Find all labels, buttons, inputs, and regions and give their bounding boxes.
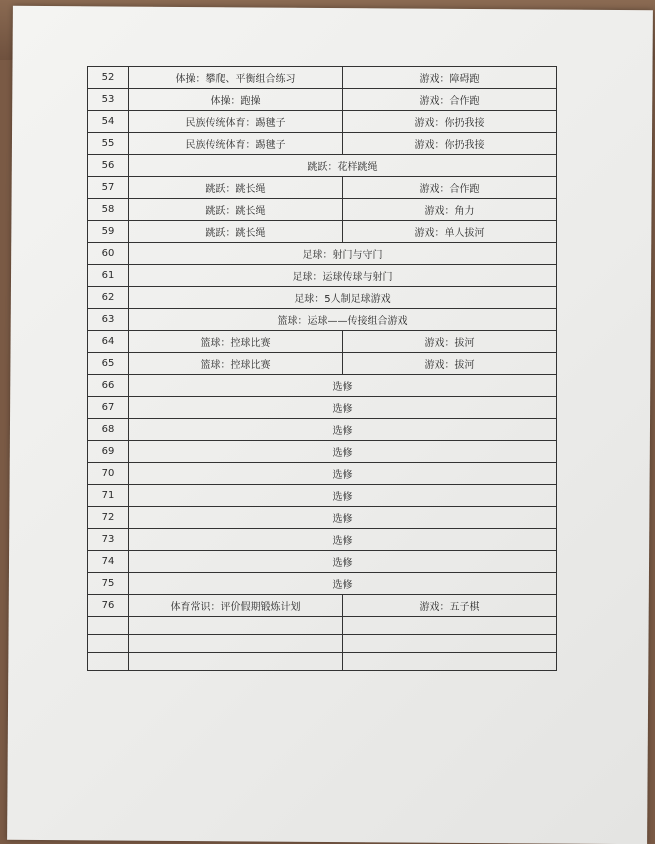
row-number: 66 (88, 375, 129, 397)
lesson-game: 游戏：角力 (343, 199, 557, 221)
lesson-main (129, 635, 343, 653)
lesson-main (129, 653, 343, 671)
table-row (88, 353, 557, 375)
lesson-main: 民族传统体育：踢毽子 (129, 111, 343, 133)
lesson-content: 足球：5人制足球游戏 (129, 287, 557, 309)
table-row (88, 265, 557, 287)
lesson-content: 选修 (129, 375, 557, 397)
row-number: 62 (88, 287, 129, 309)
table-row (88, 133, 557, 155)
lesson-game: 游戏：拔河 (343, 353, 557, 375)
lesson-game: 游戏：你扔我接 (343, 133, 557, 155)
lesson-content: 足球：运球传球与射门 (129, 265, 557, 287)
lesson-content: 选修 (129, 485, 557, 507)
table-row (88, 617, 557, 635)
row-number: 64 (88, 331, 129, 353)
table-row (88, 221, 557, 243)
row-number: 67 (88, 397, 129, 419)
row-number: 54 (88, 111, 129, 133)
lesson-main: 跳跃：跳长绳 (129, 199, 343, 221)
lesson-main: 体操：攀爬、平衡组合练习 (129, 67, 343, 89)
lesson-game (343, 635, 557, 653)
lesson-main: 跳跃：跳长绳 (129, 177, 343, 199)
row-number: 76 (88, 595, 129, 617)
schedule-table-body (88, 67, 557, 671)
row-number: 71 (88, 485, 129, 507)
lesson-game (343, 617, 557, 635)
lesson-game: 游戏：合作跑 (343, 177, 557, 199)
lesson-main: 篮球：控球比赛 (129, 331, 343, 353)
table-row (88, 485, 557, 507)
row-number: 73 (88, 529, 129, 551)
lesson-content: 选修 (129, 397, 557, 419)
table-row (88, 111, 557, 133)
table-row (88, 507, 557, 529)
row-number: 70 (88, 463, 129, 485)
lesson-content: 选修 (129, 419, 557, 441)
row-number: 60 (88, 243, 129, 265)
row-number: 68 (88, 419, 129, 441)
lesson-game: 游戏：拔河 (343, 331, 557, 353)
table-row (88, 287, 557, 309)
row-number: 56 (88, 155, 129, 177)
lesson-game: 游戏：合作跑 (343, 89, 557, 111)
row-number: 72 (88, 507, 129, 529)
table-row (88, 243, 557, 265)
schedule-table (87, 66, 557, 671)
table-row (88, 529, 557, 551)
row-number: 74 (88, 551, 129, 573)
table-row (88, 177, 557, 199)
row-number: 59 (88, 221, 129, 243)
lesson-main: 篮球：控球比赛 (129, 353, 343, 375)
row-number: 61 (88, 265, 129, 287)
lesson-content: 选修 (129, 573, 557, 595)
table-row (88, 375, 557, 397)
table-row (88, 67, 557, 89)
row-number: 69 (88, 441, 129, 463)
lesson-main: 民族传统体育：踢毽子 (129, 133, 343, 155)
table-row (88, 573, 557, 595)
lesson-content: 选修 (129, 529, 557, 551)
lesson-content: 选修 (129, 463, 557, 485)
lesson-game: 游戏：你扔我接 (343, 111, 557, 133)
table-row (88, 441, 557, 463)
lesson-main: 跳跃：跳长绳 (129, 221, 343, 243)
lesson-game (343, 653, 557, 671)
lesson-content: 选修 (129, 441, 557, 463)
table-row (88, 595, 557, 617)
lesson-main (129, 617, 343, 635)
row-number (88, 635, 129, 653)
table-row (88, 199, 557, 221)
row-number: 55 (88, 133, 129, 155)
table-row (88, 635, 557, 653)
lesson-game: 游戏：障碍跑 (343, 67, 557, 89)
lesson-content: 跳跃：花样跳绳 (129, 155, 557, 177)
row-number: 53 (88, 89, 129, 111)
table-row (88, 89, 557, 111)
row-number: 57 (88, 177, 129, 199)
row-number: 75 (88, 573, 129, 595)
row-number: 63 (88, 309, 129, 331)
lesson-game: 游戏：单人拔河 (343, 221, 557, 243)
lesson-content: 足球：射门与守门 (129, 243, 557, 265)
table-row (88, 419, 557, 441)
table-row (88, 397, 557, 419)
row-number: 58 (88, 199, 129, 221)
lesson-game: 游戏：五子棋 (343, 595, 557, 617)
table-row (88, 551, 557, 573)
lesson-main: 体育常识：评价假期锻炼计划 (129, 595, 343, 617)
table-row (88, 331, 557, 353)
lesson-content: 篮球：运球——传接组合游戏 (129, 309, 557, 331)
lesson-content: 选修 (129, 551, 557, 573)
lesson-content: 选修 (129, 507, 557, 529)
row-number (88, 653, 129, 671)
row-number: 52 (88, 67, 129, 89)
row-number (88, 617, 129, 635)
table-row (88, 309, 557, 331)
lesson-main: 体操：跑操 (129, 89, 343, 111)
table-row (88, 155, 557, 177)
table-row (88, 463, 557, 485)
row-number: 65 (88, 353, 129, 375)
table-row (88, 653, 557, 671)
